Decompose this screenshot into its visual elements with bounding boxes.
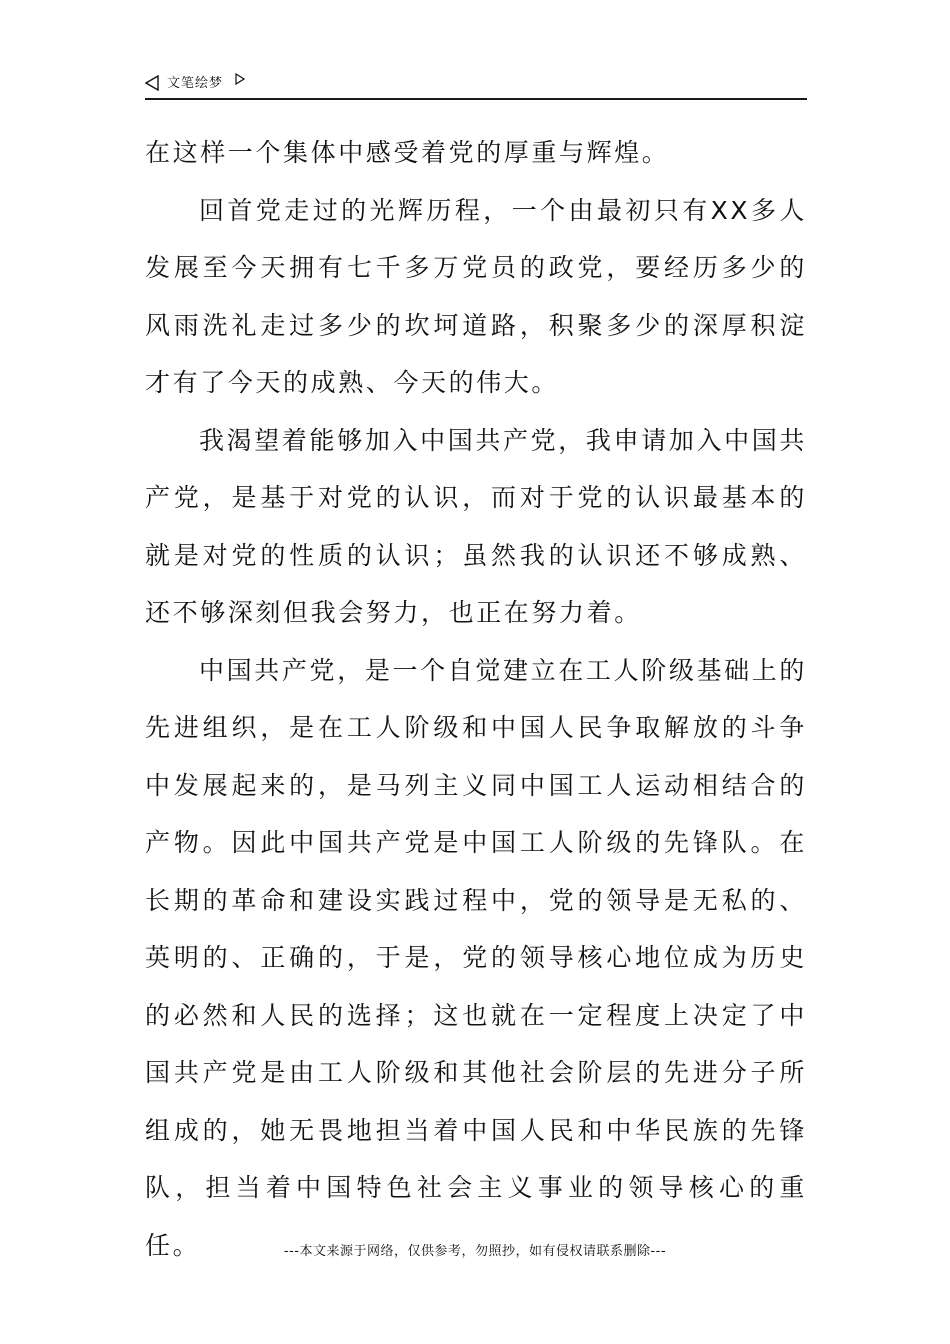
triangle-left-icon (145, 75, 159, 91)
paragraph: 回首党走过的光辉历程，一个由最初只有XX多人发展至今天拥有七千多万党员的政党，要经历多少的风雨洗礼走过多少的坎坷道路，积聚多少的深厚积淀才有了今天的成熟、今天的伟大。 (145, 195, 807, 397)
page-footer: ---本文来源于网络，仅供参考，勿照抄，如有侵权请联系删除--- (283, 1244, 667, 1259)
paragraph: 在这样一个集体中感受着党的厚重与辉煌。 (145, 138, 670, 167)
triangle-right-icon (235, 73, 245, 85)
paragraph: 我渴望着能够加入中国共产党，我申请加入中国共产党，是基于对党的认识，而对于党的认识最基本的就是对党的性质的认识；虽然我的认识还不够成熟、还不够深刻但我会努力，也正在努力着。 (145, 425, 807, 627)
paragraph: 中国共产党，是一个自觉建立在工人阶级基础上的先进组织，是在工人阶级和中国人民争取解放的斗争中发展起来的，是马列主义同中国工人运动相结合的产物。因此中国共产党是中国工人阶级的先锋队。在长期的革命和建设实践过程中，党的领导是无私的、英明的、正确的，于是，党的领导核心地位成为历史的必然和人民的选择；这也就在一定程度上决定了中国共产党是由工人阶级和其他社会阶层的先进分子所组成的，她无畏地担当着中国人民和中华民族的先锋队，担当着中国特色社会主义事业的领导核心的重任。 (145, 655, 807, 1260)
page-header (145, 72, 807, 100)
header-title: 文笔绘梦 (167, 76, 224, 91)
document-body (145, 124, 807, 1274)
